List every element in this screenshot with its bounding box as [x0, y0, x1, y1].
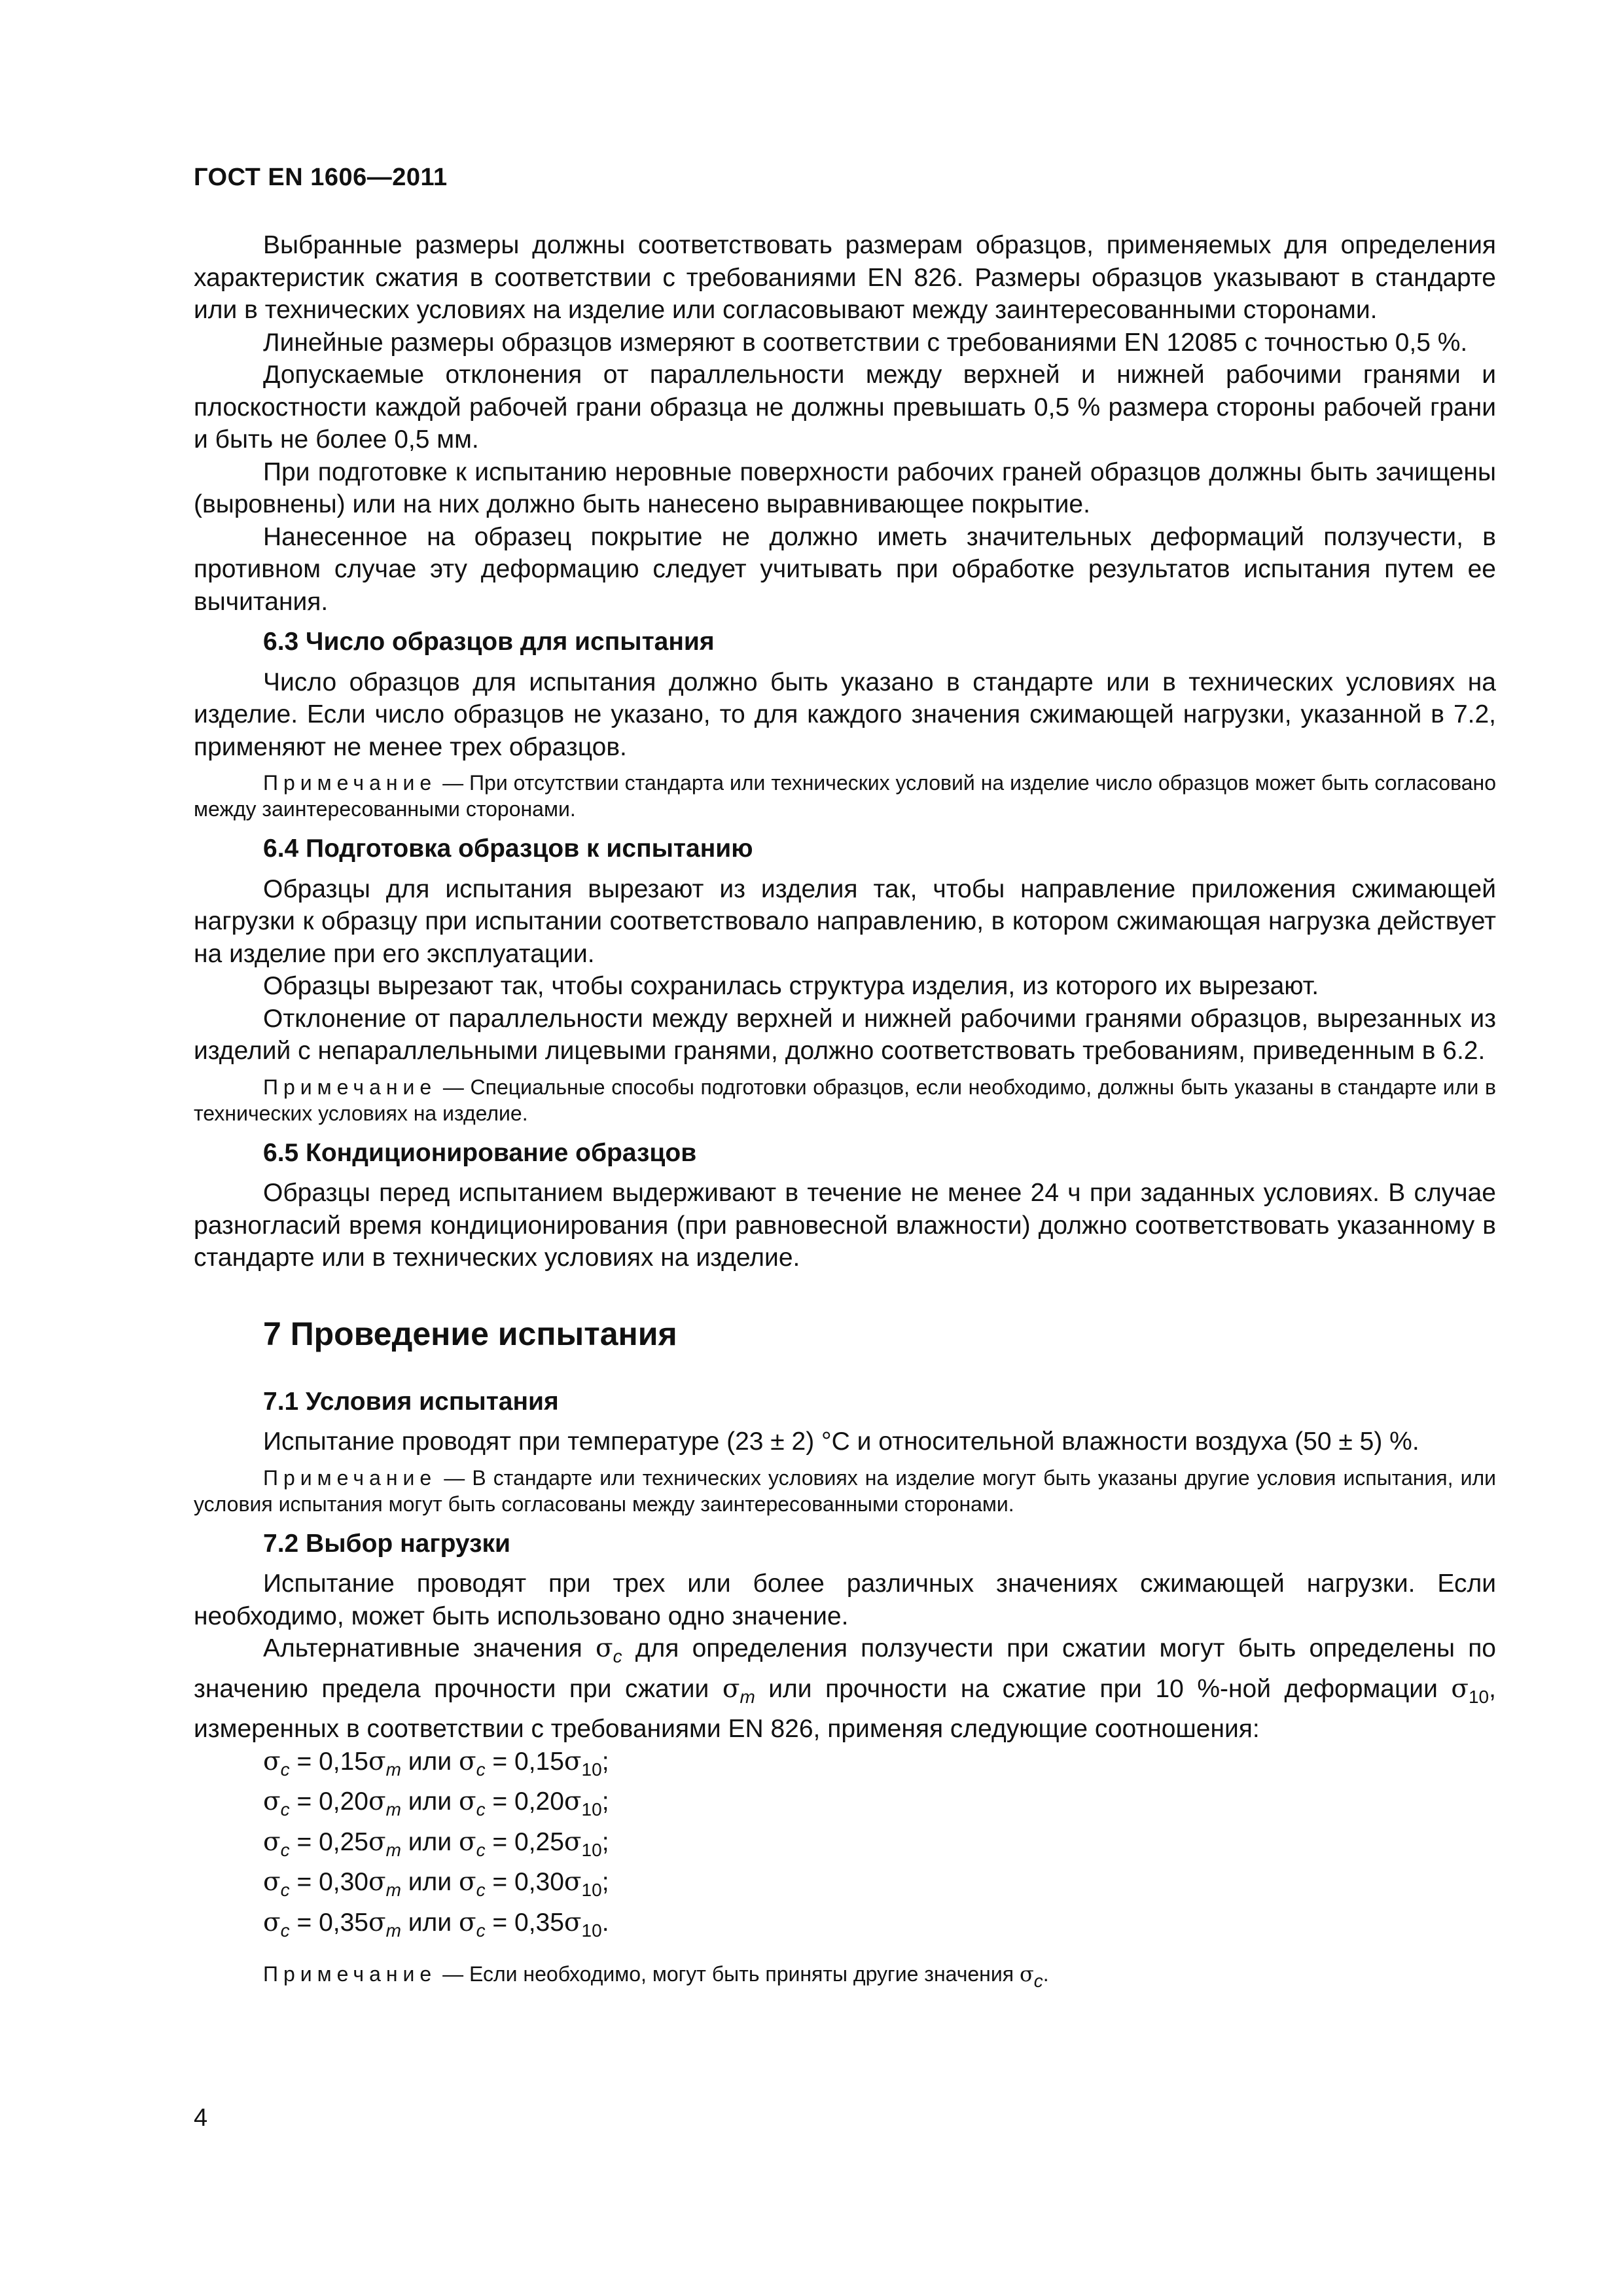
- paragraph: Образцы вырезают так, чтобы сохранилась структура изделия, из которого их вырезают.: [263, 972, 1319, 1000]
- paragraph: Нанесенное на образец покрытие не должно иметь значительных деформаций ползучести, в противном случае эту деформацию следует учитывать при обработке результатов испытания путем ее вычитания.: [194, 522, 1496, 616]
- paragraph: Образцы перед испытанием выдерживают в течение не менее 24 ч при заданных условиях. В случае разногласий время кондиционирования (при равновесной влажности) должно соответствовать указанному в стандарте или в технических условиях на изделие.: [194, 1179, 1496, 1272]
- note: [194, 1074, 1496, 1126]
- note-text: — При отсутствии стандарта или технических условий на изделие число образцов может быть согласовано между заинтересованными сторонами.: [194, 771, 1496, 821]
- note-label: Примечание: [263, 1962, 437, 1986]
- note: Примечание — Если необходимо, могут быть приняты другие значения σc.: [263, 1962, 1049, 1991]
- note-text: — Если необходимо, могут быть приняты другие значения: [437, 1962, 1020, 1986]
- section-heading-6-4: 6.4 Подготовка образцов к испытанию: [263, 834, 753, 863]
- formula-line: $\sigma_c = 0,35\sigma_m$ или $\sigma_c = 0,35\sigma_{10}$.: [263, 1907, 609, 1941]
- note: [194, 1465, 1496, 1517]
- note-text: — В стандарте или технических условиях на изделие могут быть указаны другие условия испытания, или условия испытания могут быть согласованы между заинтересованными сторонами.: [194, 1465, 1496, 1516]
- section-heading-6-3: 6.3 Число образцов для испытания: [263, 628, 715, 656]
- paragraph-with-symbols: Альтернативные значения $\sigma_c$ для определения ползучести при сжатии могут быть определены по значению предела прочности при сжатии $\sigma_m$ или прочности на сжатие при 10 %-ной деформации $\sigma_{10}$, измеренных в соответствии с требованиями EN 826, применяя следующие соотношения:: [194, 1634, 1496, 1743]
- document-code: ГОСТ EN 1606—2011: [194, 164, 448, 191]
- page-number: 4: [194, 2104, 208, 2132]
- section-heading-7-2: 7.2 Выбор нагрузки: [263, 1529, 510, 1558]
- paragraph: Испытание проводят при трех или более различных значениях сжимающей нагрузки. Если необходимо, может быть использовано одно значение.: [194, 1570, 1496, 1630]
- formula-line: $\sigma_c = 0,20\sigma_m$ или $\sigma_c = 0,20\sigma_{10}$;: [263, 1787, 609, 1820]
- note-text: — Специальные способы подготовки образцов, если необходимо, должны быть указаны в стандарте или в технических условиях на изделие.: [194, 1075, 1496, 1125]
- note: [194, 770, 1496, 822]
- paragraph: Линейные размеры образцов измеряют в соответствии с требованиями EN 12085 с точностью 0,5 %.: [263, 328, 1468, 357]
- section-heading-7-1: 7.1 Условия испытания: [263, 1387, 559, 1416]
- paragraph: Испытание проводят при температуре (23 ± 2) °С и относительной влажности воздуха (50 ± 5) %.: [263, 1427, 1419, 1456]
- formula-line: $\sigma_c = 0,30\sigma_m$ или $\sigma_c = 0,30\sigma_{10}$;: [263, 1867, 609, 1900]
- note-label: Примечание: [263, 771, 437, 795]
- note-label: Примечание: [263, 1075, 437, 1099]
- paragraph: Образцы для испытания вырезают из изделия так, чтобы направление приложения сжимающей нагрузки к образцу при испытании соответствовало направлению, в котором сжимающая нагрузка действует на изделие при его эксплуатации.: [194, 874, 1496, 968]
- paragraph: Допускаемые отклонения от параллельности между верхней и нижней рабочими гранями и плоскостности каждой рабочей грани образца не должны превышать 0,5 % размера стороны рабочей грани и быть не более 0,5 мм.: [194, 361, 1496, 454]
- section-heading-6-5: 6.5 Кондиционирование образцов: [263, 1138, 697, 1167]
- paragraph: При подготовке к испытанию неровные поверхности рабочих граней образцов должны быть зачищены (выровнены) или на них должно быть нанесено выравнивающее покрытие.: [194, 457, 1496, 518]
- formula-line: $\sigma_c = 0,25\sigma_m$ или $\sigma_c = 0,25\sigma_{10}$;: [263, 1827, 609, 1860]
- paragraph: Отклонение от параллельности между верхней и нижней рабочими гранями образцов, вырезанных из изделий с непараллельными лицевыми гранями, должно соответствовать требованиям, приведенным в 6.2.: [194, 1004, 1496, 1065]
- page-content: [194, 229, 1496, 2005]
- note-label: Примечание: [263, 1465, 437, 1490]
- paragraph: Выбранные размеры должны соответствовать размерам образцов, применяемых для определения характеристик сжатия в соответствии с требованиями EN 826. Размеры образцов указывают в стандарте или в технических условиях на изделие или согласовывают между заинтересованными сторонами.: [194, 231, 1496, 324]
- formula-line: $\sigma_c = 0,15\sigma_m$ или $\sigma_c = 0,15\sigma_{10}$;: [263, 1746, 609, 1780]
- paragraph: Число образцов для испытания должно быть указано в стандарте или в технических условиях на изделие. Если число образцов не указано, то для каждого значения сжимающей нагрузки, указанной в 7.2, применяют не менее трех образцов.: [194, 668, 1496, 761]
- chapter-heading-7: 7 Проведение испытания: [263, 1315, 677, 1352]
